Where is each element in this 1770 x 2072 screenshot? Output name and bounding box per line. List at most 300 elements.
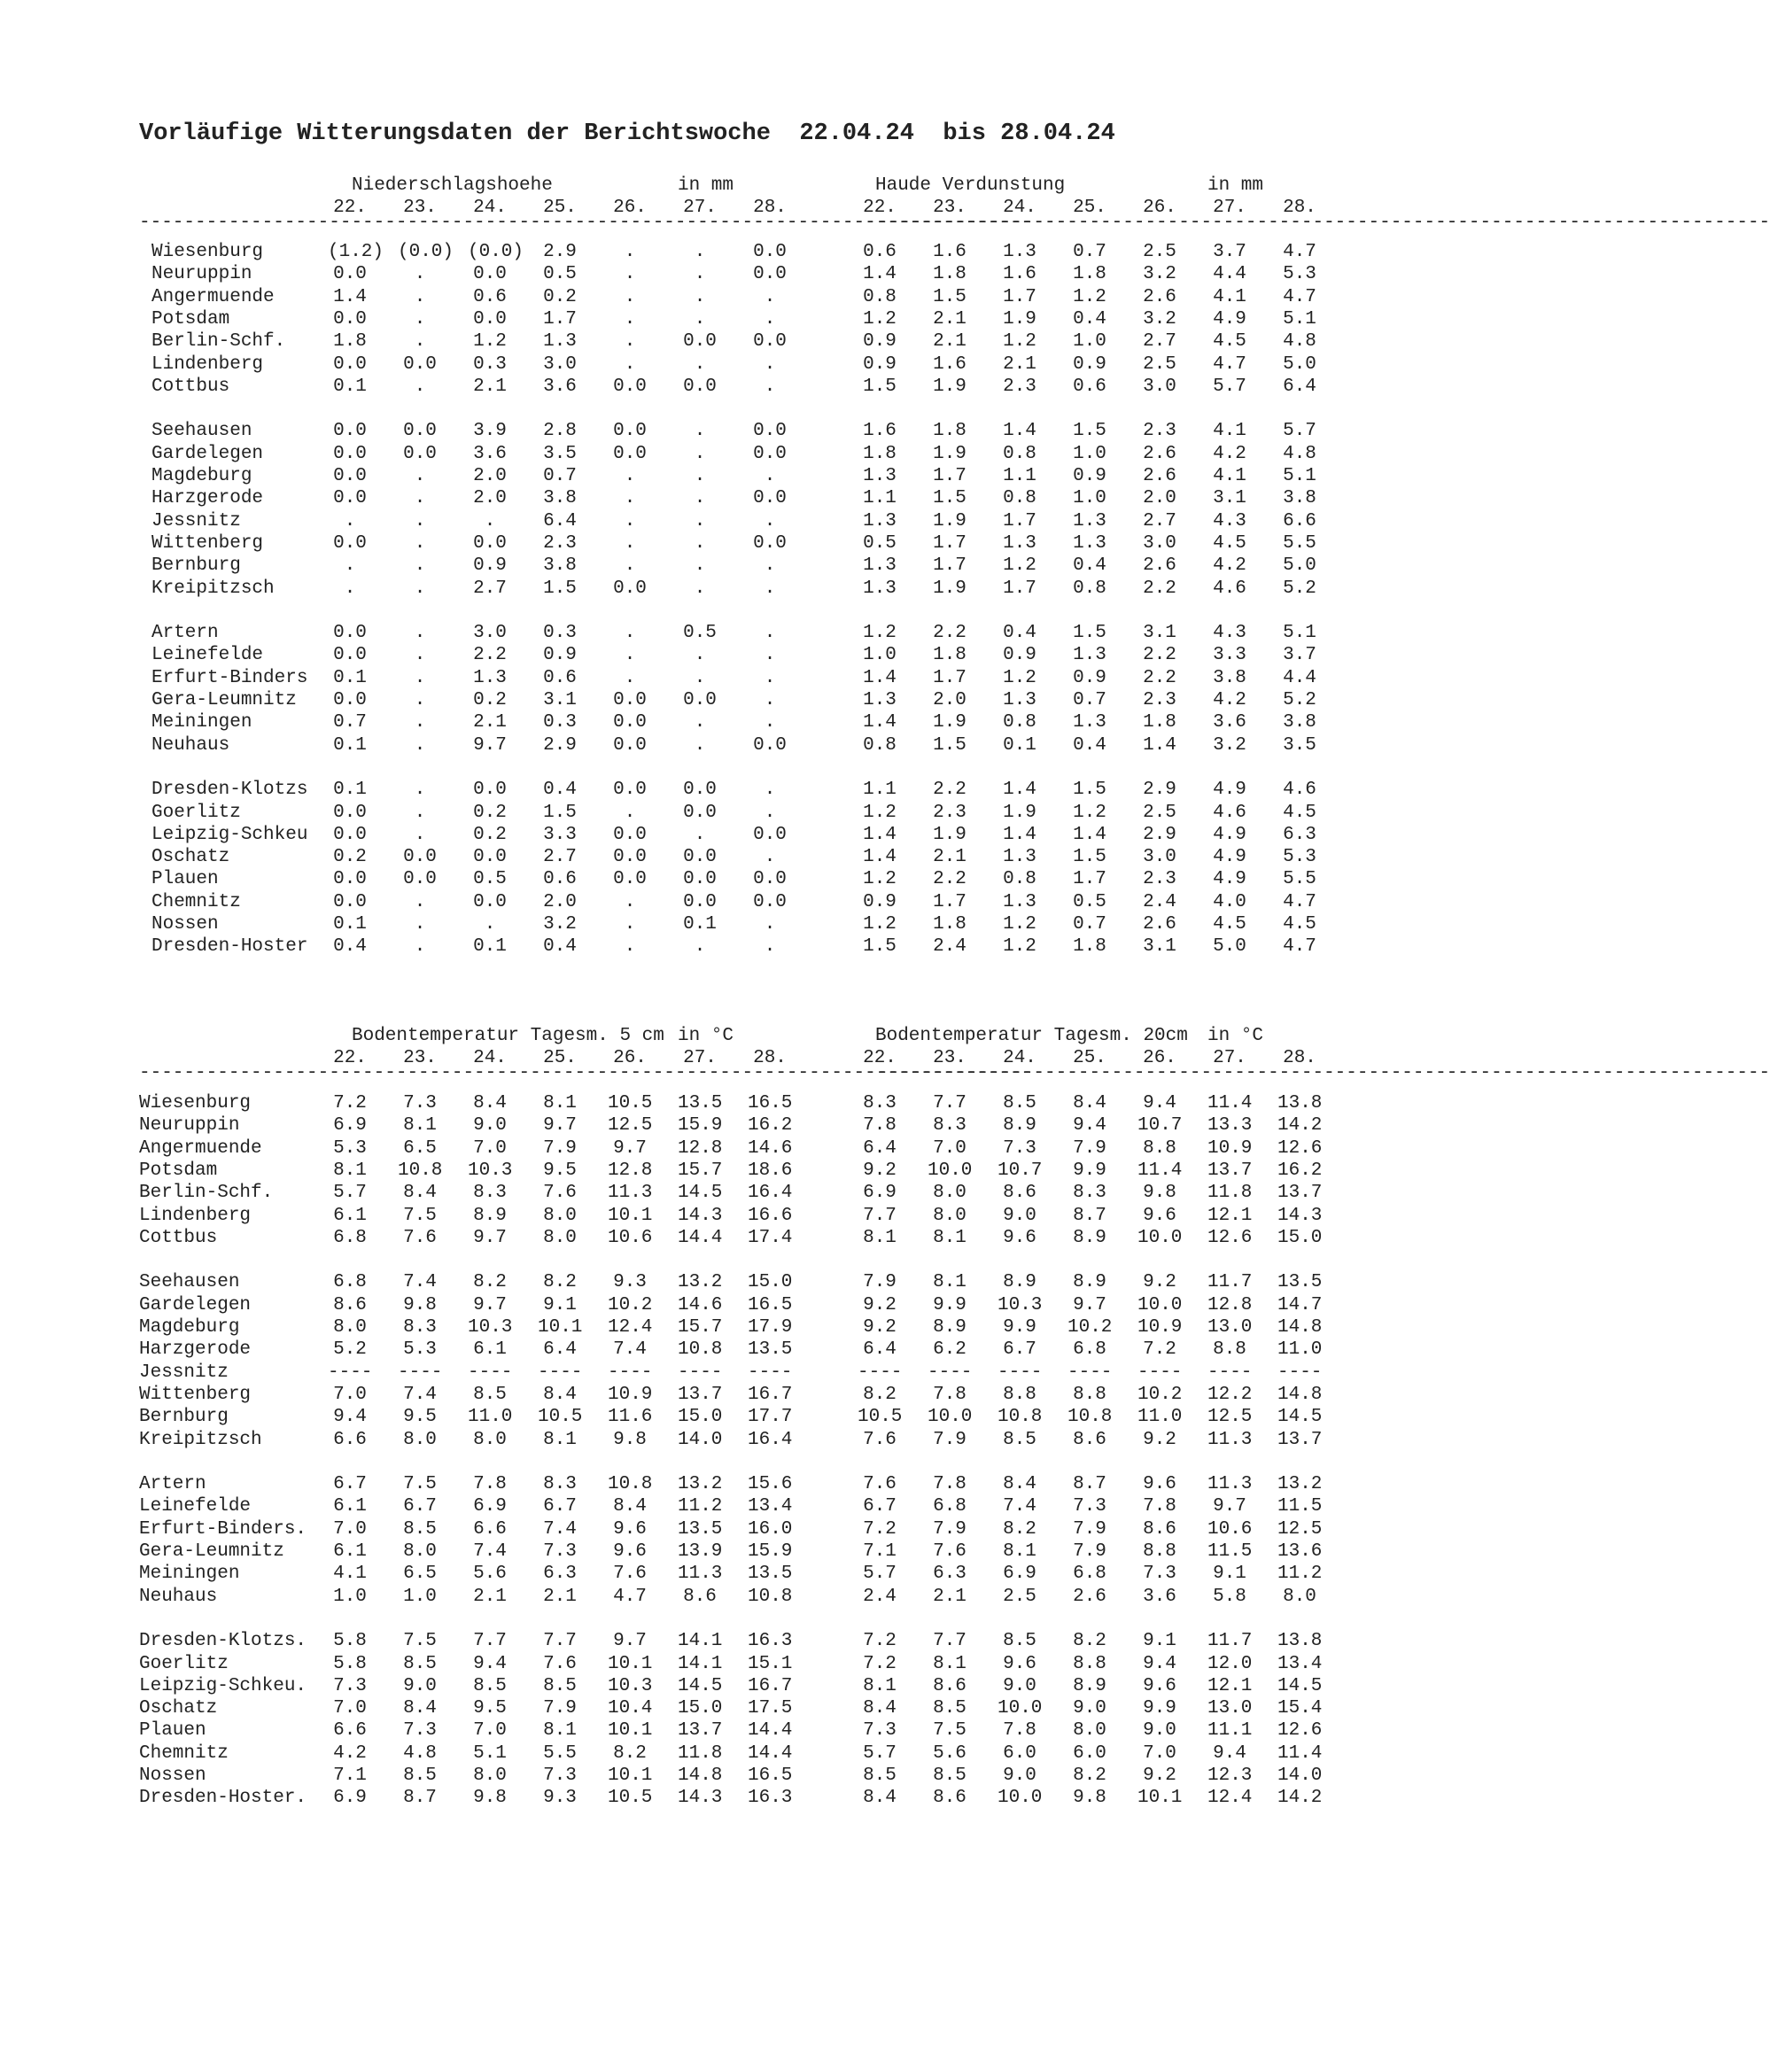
value-cell: 8.1 [1003, 1541, 1036, 1562]
value-cell: 11.8 [678, 1742, 723, 1764]
value-cell: 9.0 [403, 1675, 437, 1696]
value-cell: 1.3 [1003, 891, 1036, 912]
value-cell: 8.6 [933, 1675, 967, 1696]
value-cell: 9.7 [473, 1227, 507, 1248]
day-header: 25. [1073, 198, 1106, 218]
value-cell: 6.8 [1073, 1564, 1106, 1585]
value-cell: 16.7 [748, 1675, 793, 1696]
value-cell: 2.9 [543, 734, 577, 756]
value-cell: 1.0 [1073, 331, 1106, 353]
value-cell: 2.7 [1143, 331, 1176, 353]
value-cell: . [414, 555, 426, 577]
separator-line: -------------------------------------------------------------------------------- [139, 1063, 1033, 1083]
value-cell: . [414, 578, 426, 599]
value-cell: 0.6 [543, 869, 577, 890]
value-cell: 5.7 [333, 1183, 367, 1204]
table-row [0, 263, 1465, 285]
value-cell: 15.9 [748, 1541, 793, 1562]
value-cell: . [694, 667, 706, 688]
value-cell: 15.9 [678, 1115, 723, 1137]
value-cell: 7.0 [333, 1384, 367, 1405]
value-cell: 14.1 [678, 1631, 723, 1652]
value-cell: . [694, 421, 706, 442]
station-name: Neuruppin [139, 1115, 240, 1137]
value-cell: 9.4 [333, 1407, 367, 1428]
table-row [0, 711, 1465, 733]
value-cell: 5.0 [1283, 555, 1316, 577]
value-cell: 2.3 [1143, 421, 1176, 442]
value-cell: 13.0 [1207, 1317, 1253, 1338]
value-cell: 0.5 [1073, 891, 1106, 912]
value-cell: 0.0 [613, 578, 647, 599]
value-cell: 7.0 [473, 1720, 507, 1742]
day-header: 26. [1143, 1048, 1176, 1068]
value-cell: . [694, 264, 706, 285]
value-cell: 1.3 [1003, 690, 1036, 710]
value-cell: 10.0 [998, 1788, 1043, 1809]
value-cell: 10.1 [538, 1317, 583, 1338]
value-cell: 10.5 [858, 1407, 903, 1428]
value-cell: 4.9 [1213, 847, 1246, 868]
value-cell: 0.3 [543, 623, 577, 644]
value-cell: 6.8 [1073, 1339, 1106, 1361]
value-cell: . [694, 824, 706, 845]
table-row [0, 1742, 1465, 1765]
value-cell: 0.9 [1073, 466, 1106, 486]
value-cell: 12.2 [1207, 1384, 1253, 1405]
value-cell: 7.2 [333, 1093, 367, 1114]
value-cell: 13.5 [1277, 1272, 1323, 1293]
value-cell: 16.5 [748, 1765, 793, 1786]
table-row [0, 1495, 1465, 1517]
table-row [0, 1630, 1465, 1652]
value-cell: 13.7 [1277, 1183, 1323, 1204]
table-row [0, 1563, 1465, 1585]
value-cell: 0.9 [863, 331, 897, 353]
value-cell: 6.3 [543, 1564, 577, 1585]
table-row [0, 1406, 1465, 1428]
value-cell: 3.2 [1213, 734, 1246, 756]
value-cell: 9.8 [473, 1788, 507, 1809]
value-cell: 1.1 [863, 488, 897, 509]
value-cell: 1.2 [473, 331, 507, 353]
value-cell: 8.1 [543, 1093, 577, 1114]
value-cell: 1.8 [1143, 712, 1176, 733]
value-cell: 7.9 [933, 1518, 967, 1540]
table-row [0, 510, 1465, 532]
station-name: Plauen [139, 1720, 206, 1742]
value-cell: 1.6 [1003, 264, 1036, 285]
value-cell: 13.2 [678, 1272, 723, 1293]
value-cell: 0.2 [543, 286, 577, 307]
value-cell: 4.4 [1283, 667, 1316, 688]
value-cell: 1.5 [543, 802, 577, 823]
value-cell: 5.7 [1213, 376, 1246, 397]
table-row [0, 846, 1465, 868]
value-cell: 7.9 [863, 1272, 897, 1293]
station-name: Cottbus [139, 1227, 218, 1248]
value-cell: 0.9 [1073, 353, 1106, 375]
value-cell: 0.0 [333, 308, 367, 330]
value-cell: 10.0 [1137, 1294, 1183, 1315]
value-cell: 9.8 [613, 1429, 647, 1450]
value-cell: 1.3 [1073, 712, 1106, 733]
value-cell: 1.6 [863, 421, 897, 442]
value-cell: 9.2 [1143, 1765, 1176, 1786]
value-cell: 1.2 [1003, 914, 1036, 935]
value-cell: 2.1 [933, 308, 967, 330]
value-cell: 9.7 [613, 1631, 647, 1652]
value-cell: 2.5 [1143, 802, 1176, 823]
value-cell: . [624, 510, 636, 532]
value-cell: 3.0 [1143, 532, 1176, 554]
value-cell: 0.0 [683, 331, 717, 353]
value-cell: 7.0 [333, 1698, 367, 1719]
value-cell: 12.5 [608, 1115, 653, 1137]
value-cell: 3.8 [543, 488, 577, 509]
value-cell: 2.2 [473, 645, 507, 666]
value-cell: 7.9 [543, 1137, 577, 1159]
station-name: Gardelegen [139, 1294, 252, 1315]
value-cell: 8.8 [1143, 1137, 1176, 1159]
value-cell: 0.6 [543, 667, 577, 688]
value-cell: 0.0 [613, 690, 647, 710]
value-cell: 8.5 [403, 1653, 437, 1674]
value-cell: . [694, 353, 706, 375]
value-cell: 1.3 [863, 510, 897, 532]
value-cell: 7.2 [863, 1631, 897, 1652]
station-name: Chemnitz [139, 1742, 229, 1764]
value-cell: 0.0 [683, 891, 717, 912]
value-cell: 0.0 [473, 780, 507, 801]
value-cell: 0.0 [473, 532, 507, 554]
value-cell: 0.4 [1073, 308, 1106, 330]
value-cell: 15.0 [1277, 1227, 1323, 1248]
value-cell: 3.8 [1283, 712, 1316, 733]
value-cell: 1.4 [1143, 734, 1176, 756]
value-cell: 3.5 [1283, 734, 1316, 756]
table-row [0, 1675, 1465, 1697]
value-cell: . [414, 376, 426, 397]
value-cell: 1.6 [933, 242, 967, 262]
value-cell: 14.4 [748, 1742, 793, 1764]
value-cell: 1.0 [403, 1586, 437, 1607]
value-cell: 6.4 [863, 1339, 897, 1361]
value-cell: 7.8 [1143, 1496, 1176, 1517]
table-unit: in mm [678, 175, 734, 196]
value-cell: 0.1 [333, 734, 367, 756]
value-cell: 1.5 [543, 578, 577, 599]
value-cell: 0.5 [683, 623, 717, 644]
day-header: 23. [933, 1048, 967, 1068]
day-header: 27. [683, 1048, 717, 1068]
value-cell: 0.0 [333, 264, 367, 285]
value-cell: 5.6 [473, 1564, 507, 1585]
value-cell: 8.7 [1073, 1205, 1106, 1226]
table-row [0, 1137, 1465, 1160]
value-cell: 1.4 [333, 286, 367, 307]
value-cell: . [484, 914, 496, 935]
value-cell: 8.1 [543, 1720, 577, 1742]
value-cell: 4.5 [1213, 331, 1246, 353]
value-cell: 6.1 [333, 1496, 367, 1517]
value-cell: 8.6 [1003, 1183, 1036, 1204]
value-cell: 16.4 [748, 1429, 793, 1450]
value-cell: 9.8 [1073, 1788, 1106, 1809]
value-cell: 8.4 [1003, 1474, 1036, 1495]
value-cell: 0.0 [333, 802, 367, 823]
value-cell: 8.1 [543, 1429, 577, 1450]
value-cell: 8.5 [403, 1765, 437, 1786]
value-cell: . [694, 510, 706, 532]
station-name: Harzgerode [151, 488, 264, 509]
value-cell: 0.0 [333, 488, 367, 509]
value-cell: 9.5 [473, 1698, 507, 1719]
value-cell: 11.1 [1207, 1720, 1253, 1742]
value-cell: 2.2 [1143, 578, 1176, 599]
value-cell: 3.7 [1283, 645, 1316, 666]
value-cell: 10.8 [998, 1407, 1043, 1428]
station-name: Wiesenburg [139, 1093, 252, 1114]
value-cell: 1.0 [1073, 488, 1106, 509]
value-cell: 6.5 [403, 1137, 437, 1159]
value-cell: 1.8 [933, 264, 967, 285]
value-cell: 0.0 [753, 891, 787, 912]
value-cell: 16.2 [748, 1115, 793, 1137]
value-cell: . [764, 466, 776, 486]
value-cell: 0.0 [613, 824, 647, 845]
value-cell: 7.7 [933, 1631, 967, 1652]
station-name: Berlin-Schf. [139, 1183, 274, 1204]
table-unit: in °C [1207, 1026, 1264, 1046]
value-cell: 9.0 [1003, 1205, 1036, 1226]
value-cell: 10.3 [468, 1160, 513, 1181]
value-cell: 11.5 [1277, 1496, 1323, 1517]
value-cell: 4.5 [1213, 532, 1246, 554]
table-row [0, 1271, 1465, 1293]
table-row [0, 1294, 1465, 1316]
value-cell: 10.6 [1207, 1518, 1253, 1540]
value-cell: . [414, 712, 426, 733]
value-cell: 0.9 [1003, 645, 1036, 666]
value-cell: 0.7 [543, 466, 577, 486]
station-name: Berlin-Schf. [151, 331, 286, 353]
value-cell: 8.6 [933, 1788, 967, 1809]
value-cell: 9.0 [1003, 1675, 1036, 1696]
table-row [0, 868, 1465, 890]
table-row [0, 1316, 1465, 1339]
station-name: Meiningen [151, 712, 252, 733]
value-cell: 14.3 [678, 1788, 723, 1809]
value-cell: . [694, 734, 706, 756]
value-cell: 5.7 [863, 1742, 897, 1764]
value-cell: 11.2 [678, 1496, 723, 1517]
value-cell: 0.7 [1073, 690, 1106, 710]
value-cell: 9.8 [1143, 1183, 1176, 1204]
value-cell: 7.1 [863, 1541, 897, 1562]
value-cell: 7.4 [473, 1541, 507, 1562]
value-cell: 14.6 [678, 1294, 723, 1315]
value-cell: 7.5 [403, 1631, 437, 1652]
day-header: 28. [753, 1048, 787, 1068]
value-cell: 0.1 [333, 780, 367, 801]
value-cell: 4.7 [1283, 242, 1316, 262]
value-cell: 2.4 [933, 936, 967, 958]
value-cell: 8.2 [613, 1742, 647, 1764]
value-cell: 0.0 [683, 847, 717, 868]
value-cell: 9.6 [613, 1541, 647, 1562]
table-row [0, 1114, 1465, 1137]
value-cell: 4.5 [1283, 802, 1316, 823]
value-cell: . [624, 308, 636, 330]
value-cell: ---- [858, 1362, 903, 1383]
value-cell: 2.6 [1143, 286, 1176, 307]
value-cell: . [764, 914, 776, 935]
station-name: Wiesenburg [151, 242, 264, 262]
value-cell: 6.8 [333, 1227, 367, 1248]
value-cell: 4.6 [1213, 802, 1246, 823]
value-cell: 9.7 [1213, 1496, 1246, 1517]
value-cell: 1.4 [863, 824, 897, 845]
value-cell: 11.3 [608, 1183, 653, 1204]
value-cell: 11.3 [1207, 1474, 1253, 1495]
value-cell: 0.0 [753, 734, 787, 756]
value-cell: 0.6 [1073, 376, 1106, 397]
value-cell: ---- [1067, 1362, 1113, 1383]
value-cell: 5.8 [1213, 1586, 1246, 1607]
value-cell: 7.3 [543, 1541, 577, 1562]
value-cell: 1.3 [863, 555, 897, 577]
value-cell: 7.7 [473, 1631, 507, 1652]
value-cell: 9.3 [543, 1788, 577, 1809]
value-cell: 1.4 [1003, 824, 1036, 845]
station-name: Potsdam [151, 308, 230, 330]
value-cell: 2.1 [543, 1586, 577, 1607]
value-cell: 5.7 [1283, 421, 1316, 442]
value-cell: 5.2 [1283, 690, 1316, 710]
value-cell: 13.2 [1277, 1474, 1323, 1495]
day-header: 27. [1213, 198, 1246, 218]
value-cell: 10.8 [1067, 1407, 1113, 1428]
day-header: 28. [1283, 1048, 1316, 1068]
value-cell: . [414, 734, 426, 756]
value-cell: . [414, 802, 426, 823]
table-row [0, 487, 1465, 509]
value-cell: 0.2 [333, 847, 367, 868]
value-cell: . [624, 353, 636, 375]
value-cell: 8.9 [1073, 1675, 1106, 1696]
value-cell: 10.3 [998, 1294, 1043, 1315]
value-cell: . [764, 376, 776, 397]
value-cell: 0.2 [473, 690, 507, 710]
value-cell: 3.0 [1143, 376, 1176, 397]
value-cell: 10.0 [998, 1698, 1043, 1719]
value-cell: 4.7 [1283, 286, 1316, 307]
value-cell: 12.1 [1207, 1205, 1253, 1226]
value-cell: 8.8 [1073, 1653, 1106, 1674]
day-header: 28. [753, 198, 787, 218]
value-cell: . [414, 264, 426, 285]
value-cell: 6.3 [933, 1564, 967, 1585]
value-cell: . [414, 331, 426, 353]
value-cell: 0.8 [1003, 712, 1036, 733]
value-cell: 5.1 [1283, 466, 1316, 486]
value-cell: 7.4 [403, 1384, 437, 1405]
value-cell: 8.5 [1003, 1093, 1036, 1114]
station-name: Bernburg [139, 1407, 229, 1428]
value-cell: 6.1 [333, 1205, 367, 1226]
table-row [0, 802, 1465, 824]
value-cell: ---- [678, 1362, 723, 1383]
value-cell: 15.6 [748, 1474, 793, 1495]
value-cell: 15.0 [678, 1698, 723, 1719]
day-header: 28. [1283, 198, 1316, 218]
value-cell: 0.3 [543, 712, 577, 733]
value-cell: 0.7 [333, 712, 367, 733]
value-cell: . [414, 690, 426, 710]
table-row [0, 734, 1465, 757]
value-cell: 11.0 [1277, 1339, 1323, 1361]
value-cell: 7.6 [543, 1183, 577, 1204]
value-cell: 10.8 [678, 1339, 723, 1361]
value-cell: 1.1 [1003, 466, 1036, 486]
value-cell: 8.8 [1073, 1384, 1106, 1405]
value-cell: 6.9 [333, 1788, 367, 1809]
value-cell: 0.4 [1003, 623, 1036, 644]
value-cell: 1.2 [863, 308, 897, 330]
value-cell: 4.7 [1283, 936, 1316, 958]
value-cell: 3.0 [1143, 847, 1176, 868]
value-cell: ---- [398, 1362, 443, 1383]
value-cell: 10.7 [998, 1160, 1043, 1181]
value-cell: 8.5 [933, 1698, 967, 1719]
value-cell: 7.1 [333, 1765, 367, 1786]
value-cell: 15.0 [748, 1272, 793, 1293]
value-cell: . [624, 264, 636, 285]
value-cell: 3.0 [543, 353, 577, 375]
table-row [0, 1384, 1465, 1406]
value-cell: 7.3 [403, 1093, 437, 1114]
value-cell: 8.5 [403, 1518, 437, 1540]
value-cell: (0.0) [468, 242, 524, 262]
value-cell: 6.7 [403, 1496, 437, 1517]
value-cell: 5.2 [1283, 578, 1316, 599]
value-cell: . [694, 555, 706, 577]
value-cell: 7.3 [543, 1765, 577, 1786]
value-cell: 0.0 [403, 421, 437, 442]
day-header: 24. [1003, 198, 1036, 218]
value-cell: . [414, 510, 426, 532]
value-cell: . [414, 645, 426, 666]
value-cell: 14.0 [678, 1429, 723, 1450]
value-cell: 0.0 [333, 532, 367, 554]
value-cell: 0.1 [333, 667, 367, 688]
station-name: Dresden-Klotzs. [139, 1631, 307, 1652]
value-cell: 8.2 [1073, 1765, 1106, 1786]
value-cell: 8.0 [473, 1765, 507, 1786]
value-cell: . [624, 466, 636, 486]
value-cell: 8.9 [933, 1317, 967, 1338]
value-cell: 10.9 [608, 1384, 653, 1405]
table-row [0, 913, 1465, 935]
value-cell: 1.2 [1073, 802, 1106, 823]
day-header: 26. [613, 1048, 647, 1068]
value-cell: 5.1 [1283, 308, 1316, 330]
value-cell: 1.2 [863, 623, 897, 644]
value-cell: 7.5 [933, 1720, 967, 1742]
station-name: Lindenberg [139, 1205, 252, 1226]
value-cell: 1.5 [933, 734, 967, 756]
